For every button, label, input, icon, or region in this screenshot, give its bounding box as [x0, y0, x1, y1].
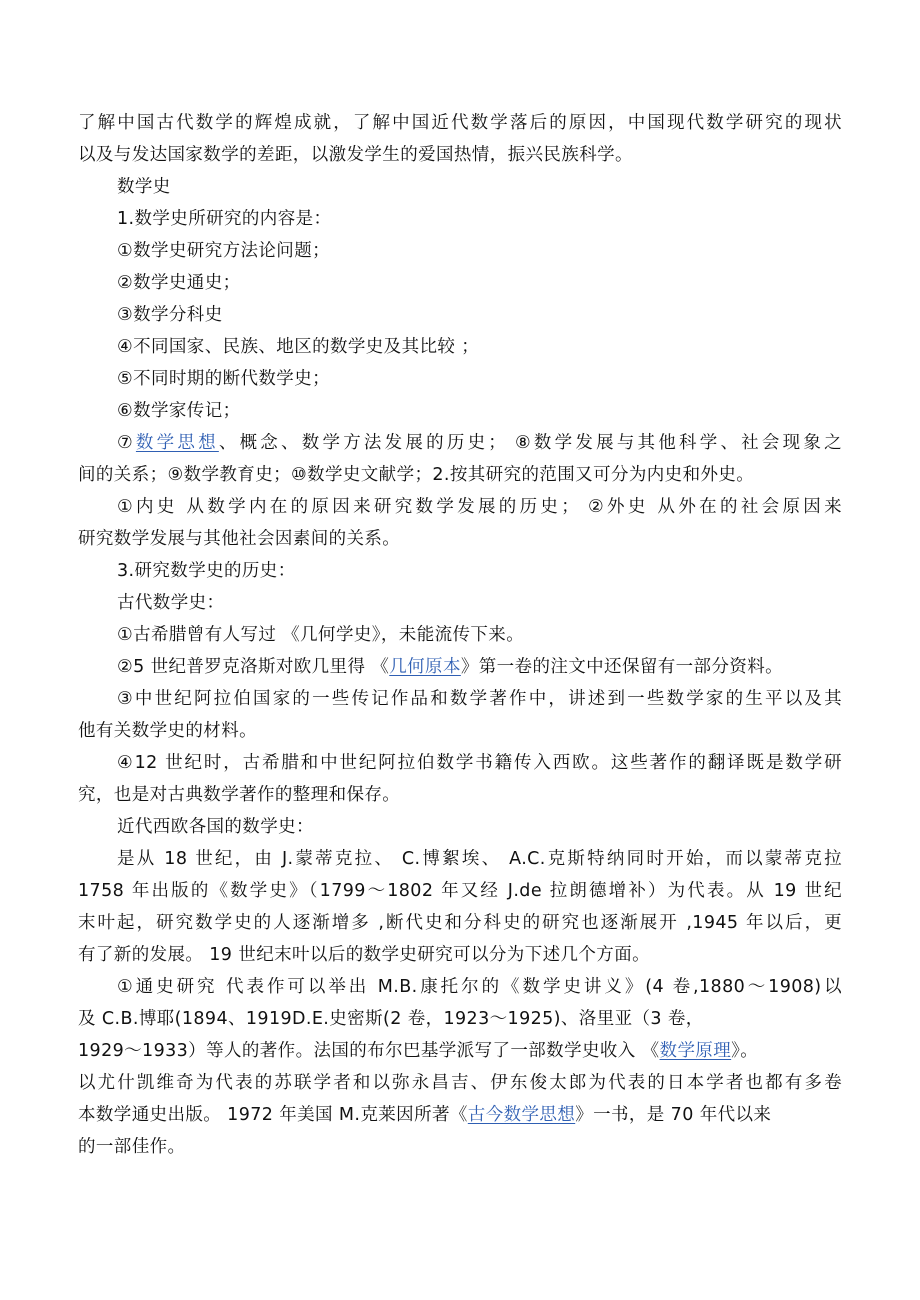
paragraph-line: ①内史 从数学内在的原因来研究数学发展的历史； ②外史 从外在的社会原因来	[117, 497, 842, 517]
paragraph-line: 研究数学发展与其他社会因素间的关系。	[78, 529, 401, 549]
subsection-heading: 近代西欧各国的数学史：	[117, 817, 314, 837]
list-item	[78, 651, 842, 683]
list-heading: 3.研究数学史的历史：	[117, 561, 296, 581]
paragraph-line: 末叶起，研究数学史的人逐渐增多 ,断代史和分科史的研究也逐渐展开 ,1945 年以后，更	[78, 913, 842, 933]
list-item: ①数学史研究方法论问题；	[117, 241, 330, 261]
text-span: ⑦	[117, 433, 136, 453]
document-body	[78, 107, 842, 1163]
list-item: ③数学分科史	[117, 305, 223, 325]
list-item	[78, 427, 842, 459]
link-elements-of-mathematics[interactable]: 数学原理	[659, 1041, 732, 1061]
paragraph-line: 他有关数学史的材料。	[78, 721, 257, 741]
list-item: ④不同国家、民族、地区的数学史及其比较 ；	[117, 337, 480, 357]
paragraph-line: 间的关系；⑨数学教育史；⑩数学史文献学；2.按其研究的范围又可分为内史和外史。	[78, 465, 755, 485]
link-elements[interactable]: 几何原本	[389, 657, 461, 677]
paragraph-line: 以及与发达国家数学的差距，以激发学生的爱国热情，振兴民族科学。	[78, 145, 633, 165]
paragraph-line: 了解中国古代数学的辉煌成就，了解中国近代数学落后的原因，中国现代数学研究的现状	[78, 113, 842, 133]
link-math-thought[interactable]: 数学思想	[135, 433, 219, 453]
list-item: ④12 世纪时，古希腊和中世纪阿拉伯数学书籍传入西欧。这些著作的翻译既是数学研	[117, 753, 842, 773]
paragraph-line: 及 C.B.博耶(1894、1919D.E.史密斯(2 卷，1923～1925)、洛里亚（3 卷，	[78, 1009, 704, 1029]
list-item: ⑤不同时期的断代数学史；	[117, 369, 330, 389]
paragraph-line: 的一部佳作。	[78, 1137, 186, 1157]
list-item: ③中世纪阿拉伯国家的一些传记作品和数学著作中，讲述到一些数学家的生平以及其	[117, 689, 842, 709]
subsection-heading: 古代数学史：	[117, 593, 225, 613]
text-span: 、概念、数学方法发展的历史； ⑧数学发展与其他科学、社会现象之	[218, 433, 842, 453]
list-heading: 1.数学史所研究的内容是：	[117, 209, 332, 229]
text-span: 》第一卷的注文中还保留有一部分资料。	[460, 657, 784, 677]
text-span: 本数学通史出版。 1972 年美国 M.克莱因所著《	[78, 1105, 468, 1125]
list-item: ⑥数学家传记；	[117, 401, 241, 421]
text-span: 1929～1933）等人的著作。法国的布尔巴基学派写了一部数学史收入 《	[78, 1041, 660, 1061]
list-item: ②数学史通史；	[117, 273, 241, 293]
paragraph-line	[78, 1099, 842, 1131]
text-span: 》一书，是 70 年代以来	[575, 1105, 772, 1125]
paragraph-line	[78, 1035, 842, 1067]
text-span: 》。	[731, 1041, 759, 1061]
list-item: ①通史研究 代表作可以举出 M.B.康托尔的《数学史讲义》(4 卷,1880～1908)以	[117, 977, 842, 997]
section-heading: 数学史	[117, 177, 171, 197]
list-item: ①古希腊曾有人写过 《几何学史》，未能流传下来。	[117, 625, 525, 645]
paragraph-line: 有了新的发展。 19 世纪末叶以后的数学史研究可以分为下述几个方面。	[78, 945, 650, 965]
text-span: ②5 世纪普罗克洛斯对欧几里得 《	[117, 657, 390, 677]
paragraph-line: 究，也是对古典数学著作的整理和保存。	[78, 785, 401, 805]
paragraph-line: 1758 年出版的《数学史》（1799～1802 年又经 J.de 拉朗德增补）为代表。从 19 世纪	[78, 881, 842, 901]
paragraph-line: 以尤什凯维奇为代表的苏联学者和以弥永昌吉、伊东俊太郎为代表的日本学者也都有多卷	[78, 1073, 842, 1093]
link-ancient-modern-math-thought[interactable]: 古今数学思想	[467, 1105, 576, 1125]
paragraph-line: 是从 18 世纪，由 J.蒙蒂克拉、 C.博絮埃、 A.C.克斯特纳同时开始，而以蒙蒂克拉	[117, 849, 842, 869]
